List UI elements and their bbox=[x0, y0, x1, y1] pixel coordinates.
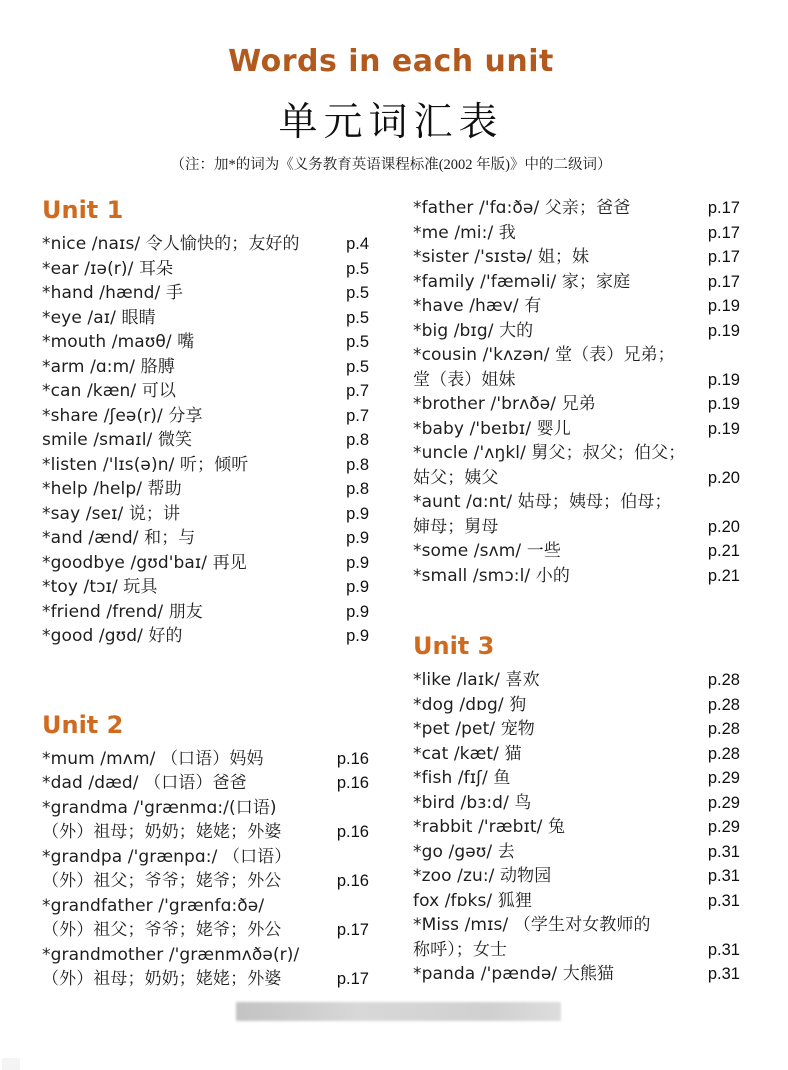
entry-text: *friend /frend/ 朋友 bbox=[42, 601, 203, 622]
vocab-entry bbox=[42, 502, 369, 527]
page-number: p.28 bbox=[707, 671, 740, 689]
vocab-entry bbox=[413, 564, 740, 589]
unit-section bbox=[413, 196, 740, 588]
entry-text: *dog /dɒg/ 狗 bbox=[413, 694, 527, 715]
vocab-entry bbox=[413, 196, 740, 221]
entry-text: *father /'fɑ:ðə/ 父亲；爸爸 bbox=[413, 198, 631, 218]
entry-text: *baby /'beɪbɪ/ 婴儿 bbox=[413, 418, 571, 439]
scan-corner-artifact bbox=[2, 1058, 20, 1070]
vocab-entry bbox=[413, 417, 740, 442]
entry-text: *share /ʃeə(r)/ 分享 bbox=[42, 405, 203, 426]
entry-text: *toy /tɔɪ/ 玩具 bbox=[42, 577, 158, 597]
vocab-entry bbox=[413, 840, 740, 865]
page-number: p.4 bbox=[346, 235, 369, 253]
page-number: p.20 bbox=[707, 517, 740, 536]
entry-text: *cousin /'kʌzən/ 堂（表）兄弟； bbox=[413, 345, 675, 365]
page-number: p.28 bbox=[707, 744, 740, 763]
page-number: p.17 bbox=[707, 272, 740, 291]
vocab-entry bbox=[42, 330, 369, 355]
page-number: p.7 bbox=[346, 382, 369, 400]
entry-text: *hand /hænd/ 手 bbox=[42, 283, 183, 303]
vocab-entry bbox=[413, 815, 740, 840]
page-number: p.19 bbox=[707, 370, 740, 389]
vocab-entry bbox=[413, 889, 740, 914]
entry-text: *brother /'brʌðə/ 兄弟 bbox=[413, 394, 596, 414]
page-number: p.21 bbox=[707, 566, 740, 585]
page-number: p.29 bbox=[707, 793, 740, 812]
page-number: p.29 bbox=[707, 769, 740, 787]
page-number: p.8 bbox=[346, 480, 369, 498]
page-number: p.19 bbox=[707, 321, 740, 340]
vocab-entry bbox=[42, 379, 369, 404]
vocab-entry bbox=[42, 477, 369, 502]
entry-text: 称呼）；女士 bbox=[413, 939, 508, 960]
entry-text: （外）祖父；爷爷；姥爷；外公 bbox=[42, 871, 282, 891]
entry-text: *grandma /'grænmɑ:/(口语) bbox=[42, 797, 277, 818]
vocab-entry bbox=[413, 294, 740, 319]
page-number: p.19 bbox=[707, 419, 740, 438]
page-number: p.5 bbox=[346, 259, 369, 278]
entry-text: *family /'fæməli/ 家；家庭 bbox=[413, 271, 631, 292]
page-number: p.31 bbox=[707, 891, 740, 910]
page-number: p.17 bbox=[707, 248, 740, 266]
vocab-entry bbox=[42, 551, 369, 576]
unit-header: Unit 2 bbox=[42, 710, 124, 739]
vocab-entry bbox=[413, 717, 740, 742]
entry-text: *have /hæv/ 有 bbox=[413, 296, 542, 316]
page-number: p.7 bbox=[346, 406, 369, 425]
page-number: p.29 bbox=[707, 818, 740, 836]
entry-text: *me /mi:/ 我 bbox=[413, 222, 516, 243]
page-number: p.28 bbox=[707, 695, 740, 714]
left-column bbox=[42, 196, 369, 992]
entry-text: smile /smaɪl/ 微笑 bbox=[42, 430, 193, 450]
entry-text: *grandfather /'grænfɑ:ðə/ bbox=[42, 895, 265, 916]
entry-text: *mouth /maʊθ/ 嘴 bbox=[42, 332, 195, 352]
page-number: p.31 bbox=[707, 842, 740, 861]
entry-text: *fish /fɪʃ/ 鱼 bbox=[413, 768, 511, 788]
vocab-entry bbox=[42, 232, 369, 257]
entry-text: *grandpa /'grænpɑ:/ （口语） bbox=[42, 846, 292, 867]
vocab-entry bbox=[413, 441, 740, 490]
page-number: p.31 bbox=[707, 867, 740, 885]
page-number: p.16 bbox=[336, 872, 369, 890]
entry-text: *Miss /mɪs/ （学生对女教师的 bbox=[413, 915, 651, 935]
vocab-entry bbox=[413, 343, 740, 392]
page-number: p.17 bbox=[336, 970, 369, 988]
vocab-entry bbox=[413, 319, 740, 344]
entry-text: *like /laɪk/ 喜欢 bbox=[413, 670, 540, 690]
vocab-entry bbox=[413, 245, 740, 270]
vocab-entry bbox=[413, 490, 740, 539]
page-subtitle: 单元词汇表 bbox=[278, 101, 504, 144]
unit-header: Unit 3 bbox=[413, 632, 495, 660]
vocab-entry bbox=[413, 742, 740, 767]
page-number: p.5 bbox=[346, 357, 369, 376]
page-number: p.16 bbox=[336, 749, 369, 768]
entry-text: *some /sʌm/ 一些 bbox=[413, 541, 561, 561]
vocab-entry bbox=[413, 539, 740, 564]
page-number: p.8 bbox=[346, 455, 369, 474]
entry-text: *eye /aɪ/ 眼睛 bbox=[42, 307, 156, 328]
entry-text: *dad /dæd/ （口语）爸爸 bbox=[42, 773, 247, 793]
vocab-entry bbox=[42, 453, 369, 478]
entry-text: 堂（表）姐妹 bbox=[413, 369, 516, 390]
vocab-entry bbox=[413, 766, 740, 791]
entry-text: *uncle /'ʌŋkl/ 舅父；叔父；伯父； bbox=[413, 443, 686, 463]
page-number: p.17 bbox=[707, 199, 740, 217]
unit-section bbox=[413, 632, 740, 987]
page-number: p.19 bbox=[707, 395, 740, 413]
page-note: （注：加*的词为《义务教育英语课程标准(2002 年版)》中的二级词） bbox=[170, 157, 612, 173]
page-number: p.9 bbox=[346, 627, 369, 645]
vocab-entry bbox=[42, 796, 369, 845]
page-number: p.16 bbox=[336, 823, 369, 841]
entry-text: *zoo /zu:/ 动物园 bbox=[413, 866, 552, 886]
entry-text: *good /gʊd/ 好的 bbox=[42, 626, 183, 646]
vocab-entry bbox=[42, 771, 369, 796]
vocab-entry bbox=[42, 281, 369, 306]
vocab-entry bbox=[42, 747, 369, 772]
entry-text: *sister /'sɪstə/ 姐；妹 bbox=[413, 247, 590, 267]
page-number: p.28 bbox=[707, 720, 740, 738]
entry-text: *big /bɪg/ 大的 bbox=[413, 320, 534, 341]
vocab-entry bbox=[42, 845, 369, 894]
vocab-entry bbox=[413, 668, 740, 693]
page-number: p.5 bbox=[346, 333, 369, 351]
entry-text: *small /smɔ:l/ 小的 bbox=[413, 565, 570, 586]
vocab-entry bbox=[42, 575, 369, 600]
columns-container bbox=[42, 196, 740, 992]
page-number: p.9 bbox=[346, 578, 369, 596]
unit-header: Unit 1 bbox=[42, 196, 124, 224]
page-number: p.8 bbox=[346, 431, 369, 449]
entry-text: *nice /naɪs/ 令人愉快的；友好的 bbox=[42, 234, 300, 254]
entry-text: *ear /ɪə(r)/ 耳朵 bbox=[42, 258, 174, 279]
entry-text: 姑父；姨父 bbox=[413, 467, 499, 488]
unit-section bbox=[42, 196, 369, 649]
vocab-entry bbox=[42, 894, 369, 943]
page-number: p.31 bbox=[707, 965, 740, 983]
entry-text: *mum /mʌm/ （口语）妈妈 bbox=[42, 748, 264, 769]
entry-text: *bird /bɜ:d/ 鸟 bbox=[413, 792, 532, 813]
entry-text: *go /gəʊ/ 去 bbox=[413, 841, 515, 862]
page-number: p.16 bbox=[336, 774, 369, 792]
page-number: p.9 bbox=[346, 602, 369, 621]
entry-text: *grandmother /'grænmʌðə(r)/ bbox=[42, 944, 300, 965]
right-column bbox=[413, 196, 740, 987]
vocab-entry bbox=[413, 221, 740, 246]
vocab-entry bbox=[42, 257, 369, 282]
vocab-entry bbox=[413, 791, 740, 816]
entry-text: *goodbye /gʊd'baɪ/ 再见 bbox=[42, 552, 247, 573]
page-number: p.5 bbox=[346, 308, 369, 327]
page-number: p.9 bbox=[346, 553, 369, 572]
entry-text: fox /fɒks/ 狐狸 bbox=[413, 890, 532, 911]
entry-text: *arm /ɑ:m/ 胳膊 bbox=[42, 356, 175, 377]
entry-text: *and /ænd/ 和；与 bbox=[42, 528, 196, 548]
vocab-entry bbox=[413, 864, 740, 889]
vocab-entry bbox=[413, 913, 740, 962]
vocab-entry bbox=[42, 404, 369, 429]
entry-text: *can /kæn/ 可以 bbox=[42, 381, 176, 401]
vocab-entry bbox=[42, 526, 369, 551]
entry-text: *cat /kæt/ 猫 bbox=[413, 743, 522, 764]
entry-text: *aunt /ɑ:nt/ 姑母；姨母；伯母； bbox=[413, 492, 672, 512]
page-number: p.31 bbox=[707, 940, 740, 959]
entry-text: *help /help/ 帮助 bbox=[42, 479, 182, 499]
vocab-entry bbox=[413, 270, 740, 295]
entry-text: （外）祖母；奶奶；姥姥；外婆 bbox=[42, 969, 282, 989]
vocab-entry bbox=[413, 392, 740, 417]
page-number: p.5 bbox=[346, 284, 369, 302]
page-title: Words in each unit bbox=[228, 44, 554, 79]
vocab-entry bbox=[42, 600, 369, 625]
entry-text: （外）祖父；爷爷；姥爷；外公 bbox=[42, 920, 282, 940]
entry-text: 婶母；舅母 bbox=[413, 516, 499, 537]
entry-text: *pet /pet/ 宠物 bbox=[413, 719, 535, 739]
page-number: p.17 bbox=[707, 223, 740, 242]
page-number: p.17 bbox=[336, 921, 369, 939]
vocab-entry bbox=[413, 962, 740, 987]
entry-text: *say /seɪ/ 说；讲 bbox=[42, 503, 181, 524]
vocab-entry bbox=[42, 943, 369, 992]
vocab-entry bbox=[42, 624, 369, 649]
page-number: p.21 bbox=[707, 542, 740, 560]
entry-text: *panda /'pændə/ 大熊猫 bbox=[413, 964, 615, 984]
entry-text: （外）祖母；奶奶；姥姥；外婆 bbox=[42, 822, 282, 842]
vocab-entry bbox=[42, 428, 369, 453]
vocab-entry bbox=[413, 693, 740, 718]
vocab-entry bbox=[42, 355, 369, 380]
page-number: p.20 bbox=[707, 468, 740, 487]
vocab-entry bbox=[42, 306, 369, 331]
entry-text: *rabbit /'ræbɪt/ 兔 bbox=[413, 817, 566, 837]
blurred-watermark bbox=[236, 1002, 561, 1021]
entry-text: *listen /'lɪs(ə)n/ 听；倾听 bbox=[42, 454, 249, 475]
unit-section bbox=[42, 711, 369, 992]
page-number: p.19 bbox=[707, 297, 740, 315]
page-number: p.9 bbox=[346, 529, 369, 547]
page-number: p.9 bbox=[346, 504, 369, 523]
